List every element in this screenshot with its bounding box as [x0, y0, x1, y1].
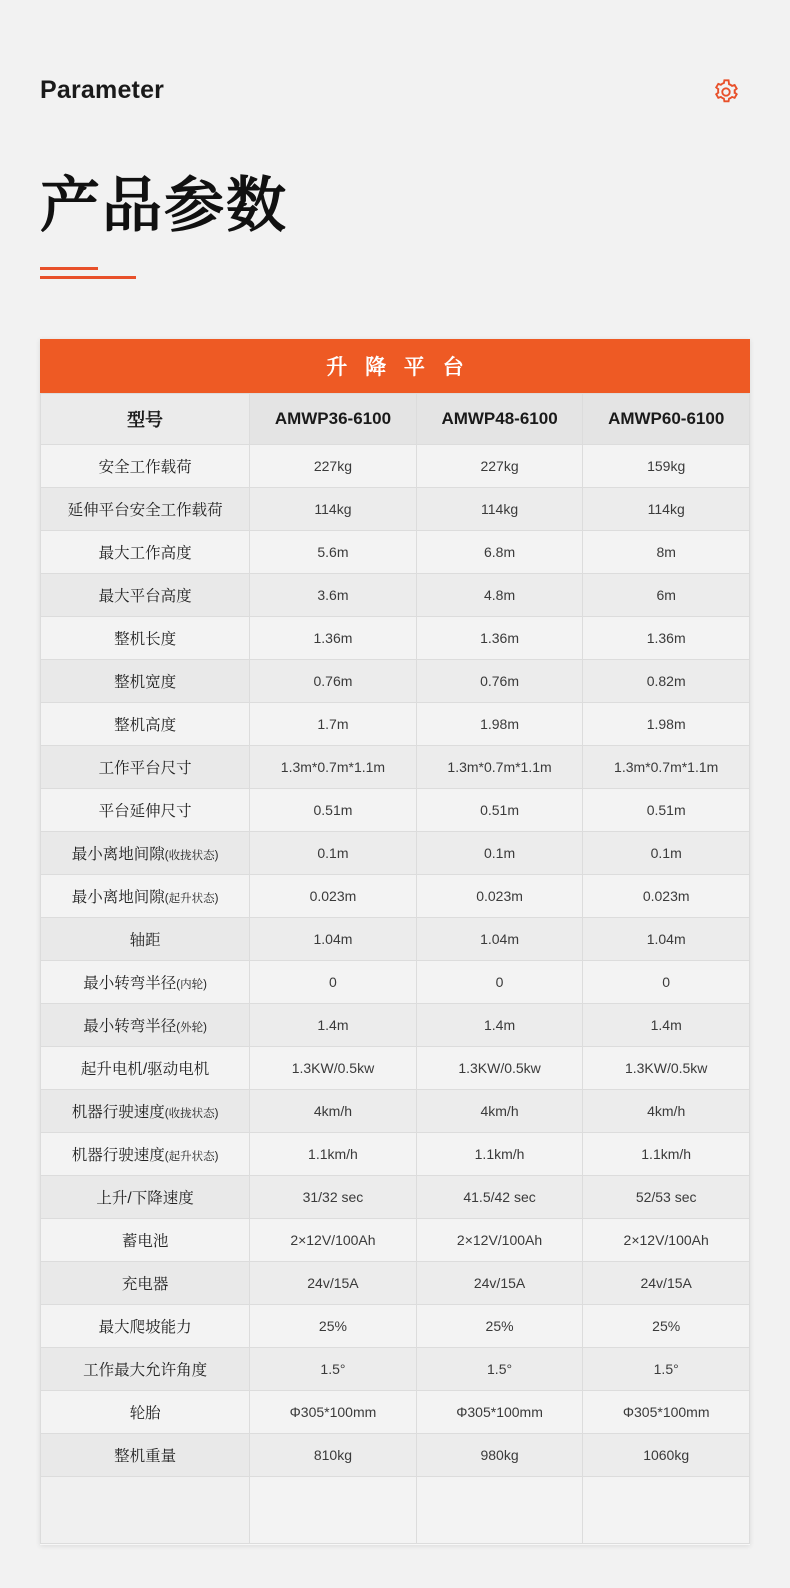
row-value: 5.6m	[250, 531, 417, 574]
row-value: 0	[583, 961, 750, 1004]
table-row	[41, 1305, 750, 1348]
row-value: 1.3KW/0.5kw	[250, 1047, 417, 1090]
row-value: 1.7m	[250, 703, 417, 746]
row-value: 0.023m	[416, 875, 583, 918]
row-label: 最小转弯半径(内轮)	[41, 961, 250, 1004]
row-label: 轴距	[41, 918, 250, 961]
spec-table-card	[40, 339, 750, 1545]
row-value: Φ305*100mm	[250, 1391, 417, 1434]
table-header-col-2: AMWP48-6100	[416, 394, 583, 445]
row-value: 159kg	[583, 445, 750, 488]
row-value: 1.5°	[583, 1348, 750, 1391]
page-title: 产品参数	[40, 172, 288, 239]
row-label: 平台延伸尺寸	[41, 789, 250, 832]
table-row	[41, 1090, 750, 1133]
row-value: 24v/15A	[583, 1262, 750, 1305]
row-value: 1.98m	[583, 703, 750, 746]
row-label: 整机高度	[41, 703, 250, 746]
table-filler-cell	[416, 1477, 583, 1544]
row-value: 0	[416, 961, 583, 1004]
row-label: 工作最大允许角度	[41, 1348, 250, 1391]
row-label-note: (起升状态)	[164, 1151, 219, 1163]
row-value: 1.3m*0.7m*1.1m	[250, 746, 417, 789]
row-value: 1.3m*0.7m*1.1m	[416, 746, 583, 789]
table-filler-cell	[250, 1477, 417, 1544]
row-value: 980kg	[416, 1434, 583, 1477]
row-value: 1.5°	[416, 1348, 583, 1391]
row-value: 0.023m	[250, 875, 417, 918]
table-header-col-3: AMWP60-6100	[583, 394, 750, 445]
row-value: 1.4m	[250, 1004, 417, 1047]
row-value: 25%	[250, 1305, 417, 1348]
row-value: 3.6m	[250, 574, 417, 617]
row-value: 227kg	[416, 445, 583, 488]
table-row	[41, 617, 750, 660]
row-label-note: (外轮)	[176, 1022, 207, 1034]
table-row	[41, 1176, 750, 1219]
page-title-english: Parameter	[40, 76, 165, 104]
row-value: 1.4m	[583, 1004, 750, 1047]
row-value: 24v/15A	[416, 1262, 583, 1305]
table-row	[41, 1004, 750, 1047]
table-row	[41, 1047, 750, 1090]
row-label: 安全工作载荷	[41, 445, 250, 488]
table-header-model: 型号	[41, 394, 250, 445]
row-value: 4.8m	[416, 574, 583, 617]
row-value: 2×12V/100Ah	[416, 1219, 583, 1262]
table-filler-cell	[41, 1477, 250, 1544]
row-value: 0.51m	[583, 789, 750, 832]
table-row	[41, 1434, 750, 1477]
table-row	[41, 746, 750, 789]
row-value: 6.8m	[416, 531, 583, 574]
row-label: 延伸平台安全工作载荷	[41, 488, 250, 531]
table-filler-cell	[583, 1477, 750, 1544]
row-label: 整机重量	[41, 1434, 250, 1477]
row-label: 轮胎	[41, 1391, 250, 1434]
row-label-note: (收拢状态)	[164, 850, 219, 862]
row-value: 1.04m	[416, 918, 583, 961]
table-row	[41, 660, 750, 703]
row-value: 0.82m	[583, 660, 750, 703]
row-value: 114kg	[416, 488, 583, 531]
row-value: Φ305*100mm	[583, 1391, 750, 1434]
table-row	[41, 918, 750, 961]
row-value: 0.76m	[416, 660, 583, 703]
row-value: 24v/15A	[250, 1262, 417, 1305]
page-header	[40, 0, 750, 134]
table-row	[41, 832, 750, 875]
row-label: 整机长度	[41, 617, 250, 660]
row-value: 0.51m	[250, 789, 417, 832]
table-row	[41, 1348, 750, 1391]
row-value: 1060kg	[583, 1434, 750, 1477]
row-value: 4km/h	[583, 1090, 750, 1133]
table-row	[41, 1219, 750, 1262]
row-value: 1.1km/h	[416, 1133, 583, 1176]
table-row	[41, 1391, 750, 1434]
table-filler-row	[41, 1477, 750, 1544]
row-label: 整机宽度	[41, 660, 250, 703]
row-label: 最大平台高度	[41, 574, 250, 617]
gear-icon	[712, 78, 740, 106]
row-label: 最小转弯半径(外轮)	[41, 1004, 250, 1047]
row-value: 0.1m	[250, 832, 417, 875]
table-row	[41, 445, 750, 488]
table-row	[41, 488, 750, 531]
row-value: 1.36m	[583, 617, 750, 660]
row-label: 最大爬坡能力	[41, 1305, 250, 1348]
row-label: 上升/下降速度	[41, 1176, 250, 1219]
table-row	[41, 703, 750, 746]
row-value: 227kg	[250, 445, 417, 488]
row-label: 充电器	[41, 1262, 250, 1305]
row-value: 810kg	[250, 1434, 417, 1477]
row-value: 41.5/42 sec	[416, 1176, 583, 1219]
row-label: 机器行驶速度(收拢状态)	[41, 1090, 250, 1133]
row-value: 1.36m	[250, 617, 417, 660]
row-value: 1.36m	[416, 617, 583, 660]
row-value: Φ305*100mm	[416, 1391, 583, 1434]
row-value: 114kg	[583, 488, 750, 531]
row-value: 4km/h	[416, 1090, 583, 1133]
table-row	[41, 961, 750, 1004]
table-head	[41, 394, 750, 445]
underline-short	[40, 267, 98, 270]
row-value: 1.1km/h	[583, 1133, 750, 1176]
row-value: 114kg	[250, 488, 417, 531]
row-value: 1.3KW/0.5kw	[416, 1047, 583, 1090]
row-value: 31/32 sec	[250, 1176, 417, 1219]
row-label: 工作平台尺寸	[41, 746, 250, 789]
row-value: 1.1km/h	[250, 1133, 417, 1176]
row-label: 最小离地间隙(起升状态)	[41, 875, 250, 918]
row-value: 2×12V/100Ah	[583, 1219, 750, 1262]
table-banner: 升 降 平 台	[40, 339, 750, 393]
row-value: 6m	[583, 574, 750, 617]
row-value: 0.1m	[416, 832, 583, 875]
spec-table	[40, 393, 750, 1544]
row-value: 1.5°	[250, 1348, 417, 1391]
table-row	[41, 1262, 750, 1305]
table-row	[41, 1133, 750, 1176]
row-label: 最小离地间隙(收拢状态)	[41, 832, 250, 875]
row-label-note: (内轮)	[176, 979, 207, 991]
row-value: 1.98m	[416, 703, 583, 746]
row-value: 25%	[416, 1305, 583, 1348]
table-header-row	[41, 394, 750, 445]
row-value: 0	[250, 961, 417, 1004]
row-value: 1.3KW/0.5kw	[583, 1047, 750, 1090]
row-label-note: (收拢状态)	[164, 1108, 219, 1120]
row-value: 0.76m	[250, 660, 417, 703]
row-value: 4km/h	[250, 1090, 417, 1133]
row-label: 机器行驶速度(起升状态)	[41, 1133, 250, 1176]
table-row	[41, 531, 750, 574]
row-value: 8m	[583, 531, 750, 574]
underline-long	[40, 276, 136, 279]
row-value: 1.4m	[416, 1004, 583, 1047]
row-label-note: (起升状态)	[164, 893, 219, 905]
row-value: 52/53 sec	[583, 1176, 750, 1219]
table-body	[41, 445, 750, 1544]
table-row	[41, 789, 750, 832]
table-header-col-1: AMWP36-6100	[250, 394, 417, 445]
row-label: 起升电机/驱动电机	[41, 1047, 250, 1090]
row-value: 0.51m	[416, 789, 583, 832]
row-value: 0.1m	[583, 832, 750, 875]
row-label: 蓄电池	[41, 1219, 250, 1262]
row-value: 25%	[583, 1305, 750, 1348]
table-row	[41, 875, 750, 918]
row-value: 1.04m	[250, 918, 417, 961]
table-row	[41, 574, 750, 617]
row-label: 最大工作高度	[41, 531, 250, 574]
row-value: 0.023m	[583, 875, 750, 918]
row-value: 1.04m	[583, 918, 750, 961]
title-underline	[40, 267, 136, 279]
row-value: 1.3m*0.7m*1.1m	[583, 746, 750, 789]
row-value: 2×12V/100Ah	[250, 1219, 417, 1262]
